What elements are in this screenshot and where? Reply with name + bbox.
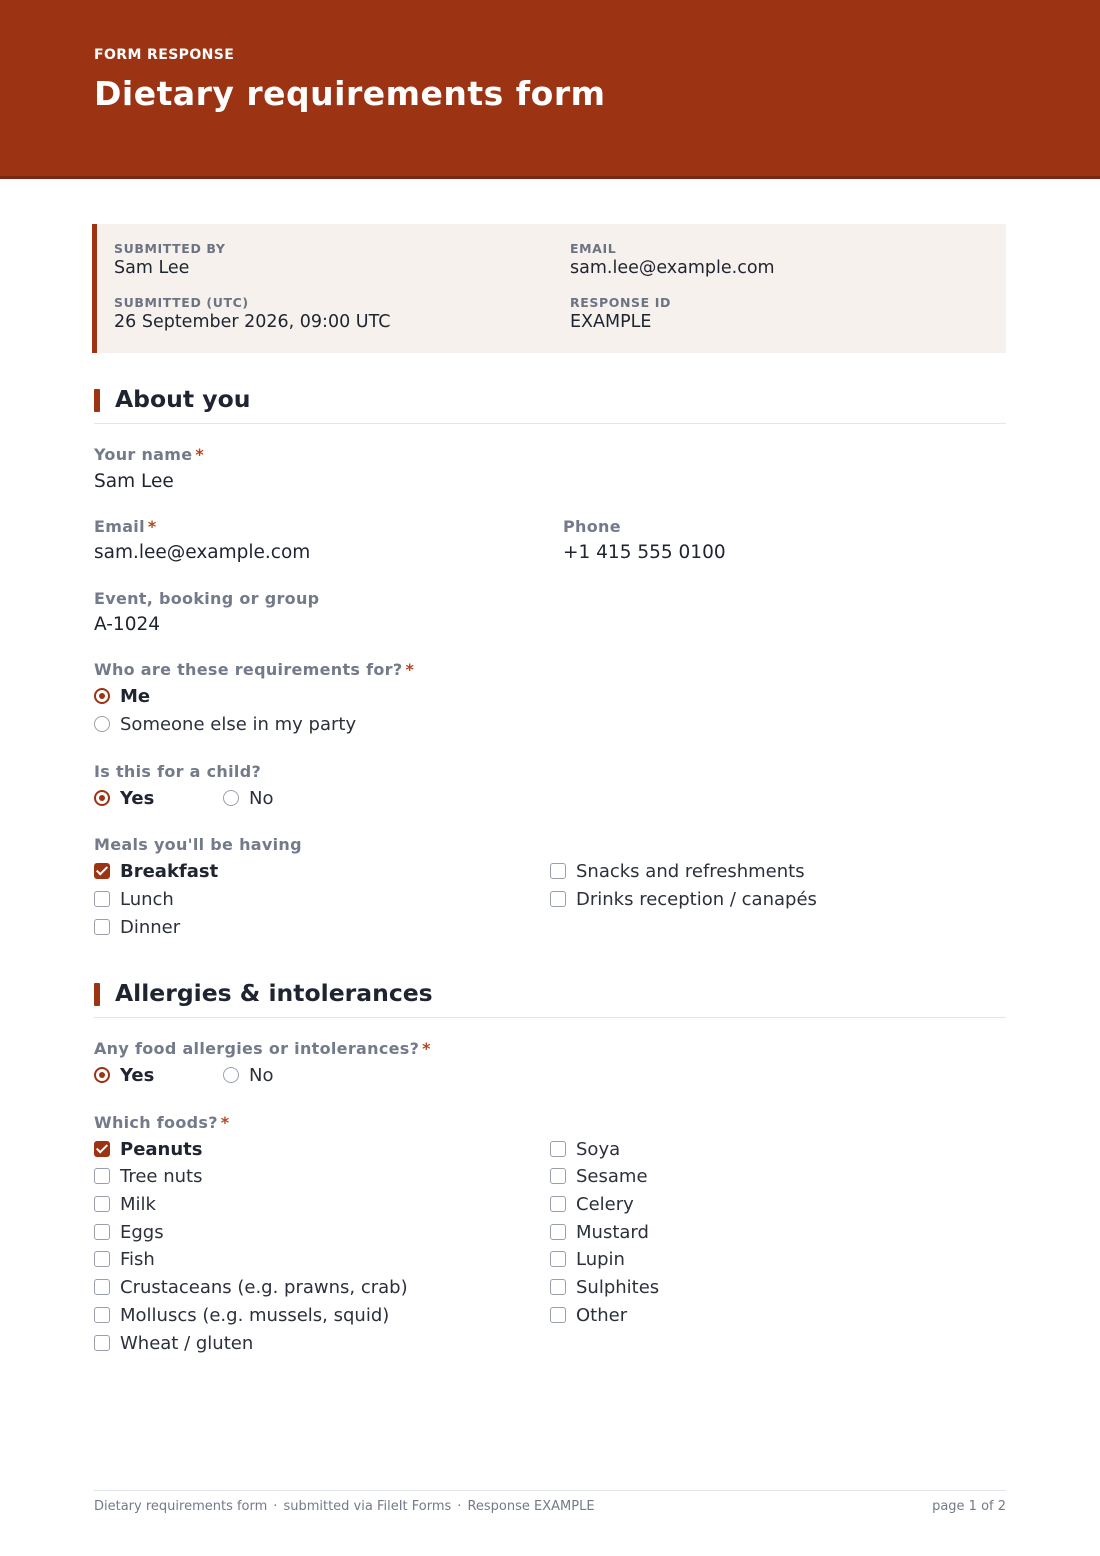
section-about-you <box>94 385 1006 424</box>
section-allergies <box>94 979 1006 1018</box>
food-mustard[interactable] <box>550 1220 649 1244</box>
food-other[interactable] <box>550 1303 627 1327</box>
page-title: Dietary requirements form <box>94 74 606 113</box>
option-label: Peanuts <box>120 1138 203 1160</box>
radio-icon <box>223 790 239 806</box>
event-label: Event, booking or group <box>94 589 320 608</box>
phone-value: +1 415 555 0100 <box>563 542 726 563</box>
radio-selected-icon <box>94 688 110 704</box>
food-milk[interactable] <box>94 1192 156 1216</box>
option-label: Soya <box>576 1138 621 1160</box>
any-allergies-no[interactable] <box>223 1063 273 1087</box>
food-peanuts[interactable] <box>94 1137 203 1161</box>
radio-selected-icon <box>94 1067 110 1083</box>
summary-email <box>570 241 775 278</box>
response-id-value: EXAMPLE <box>570 312 652 332</box>
option-label: Wheat / gluten <box>120 1332 254 1354</box>
submitted-by-value: Sam Lee <box>114 258 190 278</box>
email-label <box>94 517 157 536</box>
child-option-yes[interactable] <box>94 786 154 810</box>
summary-email-value: sam.lee@example.com <box>570 258 775 278</box>
phone-label: Phone <box>563 517 621 536</box>
checkbox-icon <box>550 891 566 907</box>
foods-label-text: Which foods? <box>94 1113 218 1132</box>
email-label-text: Email <box>94 517 145 536</box>
page-number: page 1 of 2 <box>932 1499 1006 1514</box>
footer-separator: · <box>273 1499 278 1514</box>
checkbox-icon <box>94 891 110 907</box>
footer-form-name: Dietary requirements form <box>94 1499 268 1514</box>
option-label: Breakfast <box>120 860 219 882</box>
required-mark: * <box>147 517 157 536</box>
option-label: Tree nuts <box>120 1165 203 1187</box>
name-label <box>94 445 204 464</box>
option-label: Lunch <box>120 888 174 910</box>
footer-via: submitted via FileIt Forms <box>283 1499 452 1514</box>
checkbox-icon <box>94 1307 110 1323</box>
child-label: Is this for a child? <box>94 762 262 781</box>
option-label: Someone else in my party <box>120 713 357 735</box>
name-value: Sam Lee <box>94 471 174 492</box>
name-label-text: Your name <box>94 445 193 464</box>
response-id <box>570 295 671 332</box>
summary-email-label: EMAIL <box>570 241 617 256</box>
submission-summary <box>92 224 1006 353</box>
who-option-me[interactable] <box>94 684 150 708</box>
page-footer <box>94 1490 1006 1514</box>
meal-drinks[interactable] <box>550 887 817 911</box>
option-label: Me <box>120 685 151 707</box>
option-label: Other <box>576 1304 628 1326</box>
section-heading-about: About you <box>115 385 251 413</box>
food-sesame[interactable] <box>550 1164 648 1188</box>
footer-response: Response EXAMPLE <box>467 1499 595 1514</box>
option-label: Crustaceans (e.g. prawns, crab) <box>120 1276 408 1298</box>
option-label: Celery <box>576 1193 634 1215</box>
any-allergies-label-text: Any food allergies or intolerances? <box>94 1039 420 1058</box>
checkbox-icon <box>550 863 566 879</box>
food-fish[interactable] <box>94 1247 155 1271</box>
header-eyebrow: FORM RESPONSE <box>94 47 235 63</box>
food-eggs[interactable] <box>94 1220 164 1244</box>
section-accent-bar <box>94 983 100 1006</box>
checkbox-icon <box>550 1168 566 1184</box>
checkbox-icon <box>550 1224 566 1240</box>
foods-label <box>94 1113 229 1132</box>
meal-snacks[interactable] <box>550 859 805 883</box>
option-label: Milk <box>120 1193 156 1215</box>
checkbox-icon <box>94 1251 110 1267</box>
required-mark: * <box>220 1113 230 1132</box>
option-label: No <box>249 1064 274 1086</box>
any-allergies-yes[interactable] <box>94 1063 154 1087</box>
submitted-utc-label: SUBMITTED (UTC) <box>114 295 249 310</box>
food-sulphites[interactable] <box>550 1275 659 1299</box>
option-label: No <box>249 787 274 809</box>
option-label: Lupin <box>576 1248 625 1270</box>
option-label: Yes <box>120 1064 155 1086</box>
checkbox-icon <box>94 1196 110 1212</box>
checkbox-checked-icon <box>94 1141 110 1157</box>
food-soya[interactable] <box>550 1137 620 1161</box>
option-label: Drinks reception / canapés <box>576 888 817 910</box>
section-heading-allergies: Allergies & intolerances <box>115 979 433 1007</box>
food-crustaceans[interactable] <box>94 1275 408 1299</box>
option-label: Fish <box>120 1248 155 1270</box>
option-label: Sulphites <box>576 1276 660 1298</box>
who-label <box>94 660 414 679</box>
option-label: Mustard <box>576 1221 649 1243</box>
checkbox-icon <box>550 1141 566 1157</box>
meal-breakfast[interactable] <box>94 859 218 883</box>
meal-lunch[interactable] <box>94 887 174 911</box>
food-tree-nuts[interactable] <box>94 1164 202 1188</box>
food-celery[interactable] <box>550 1192 634 1216</box>
checkbox-icon <box>94 1224 110 1240</box>
submitted-utc <box>114 295 390 332</box>
checkbox-icon <box>94 1279 110 1295</box>
option-label: Snacks and refreshments <box>576 860 805 882</box>
checkbox-icon <box>94 1168 110 1184</box>
option-label: Dinner <box>120 916 181 938</box>
checkbox-icon <box>550 1251 566 1267</box>
checkbox-icon <box>550 1196 566 1212</box>
email-value: sam.lee@example.com <box>94 542 311 563</box>
option-label: Eggs <box>120 1221 164 1243</box>
radio-icon <box>223 1067 239 1083</box>
checkbox-icon <box>550 1279 566 1295</box>
food-wheat-gluten[interactable] <box>94 1331 253 1355</box>
footer-separator: · <box>457 1499 462 1514</box>
radio-selected-icon <box>94 790 110 806</box>
meals-label: Meal​s you'll be having <box>94 835 302 854</box>
checkbox-icon <box>94 1335 110 1351</box>
who-label-text: Who are these requirements for? <box>94 660 403 679</box>
submitted-by <box>114 241 225 278</box>
food-molluscs[interactable] <box>94 1303 389 1327</box>
required-mark: * <box>405 660 415 679</box>
page-header <box>0 0 1100 179</box>
event-value: A-1024 <box>94 614 161 635</box>
checkbox-icon <box>550 1307 566 1323</box>
checkbox-checked-icon <box>94 863 110 879</box>
meal-dinner[interactable] <box>94 915 180 939</box>
child-option-no[interactable] <box>223 786 273 810</box>
submitted-by-label: SUBMITTED BY <box>114 241 226 256</box>
option-label: Yes <box>120 787 155 809</box>
required-mark: * <box>422 1039 431 1058</box>
section-accent-bar <box>94 389 100 412</box>
response-id-label: RESPONSE ID <box>570 295 671 310</box>
who-option-someone-else[interactable] <box>94 712 356 736</box>
food-lupin[interactable] <box>550 1247 625 1271</box>
any-allergies-label <box>94 1039 431 1058</box>
radio-icon <box>94 716 110 732</box>
option-label: Molluscs (e.g. mussels, squid) <box>120 1304 390 1326</box>
checkbox-icon <box>94 919 110 935</box>
submitted-utc-value: 26 September 2026, 09:00 UTC <box>114 312 391 332</box>
footer-info <box>94 1499 595 1514</box>
option-label: Sesame <box>576 1165 648 1187</box>
required-mark: * <box>195 445 205 464</box>
